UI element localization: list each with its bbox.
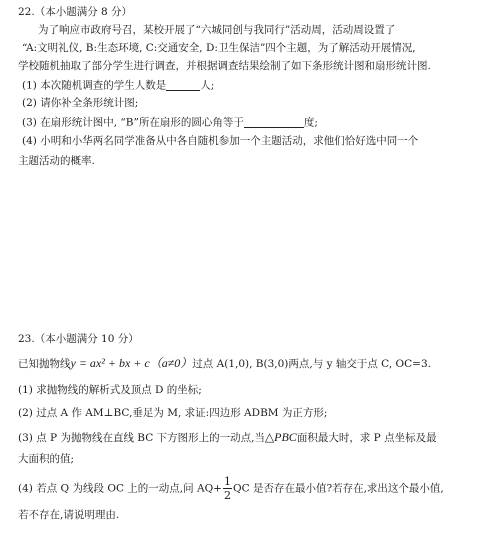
q23-part-4-text-b: QC 是否存在最小值?若存在,求出这个最小值, [232, 482, 444, 495]
q22-part-3 [22, 117, 318, 128]
q22-part-3-unit: 度; [303, 116, 318, 129]
q23-given [18, 357, 431, 370]
q22-intro-line-1: 为了响应市政府号召，某校开展了“六城同创与我同行”活动周，活动周设置了 [38, 24, 396, 36]
q23-part-2: (2) 过点 A 作 AM⊥BC,垂足为 M, 求证:四边形 ADBM 为正方形; [18, 407, 328, 419]
q23-part-4-line-1 [18, 476, 444, 501]
q23-given-text-a: 已知抛物线 [18, 358, 71, 370]
q22-part-4-line-2: 主题活动的概率. [18, 155, 95, 167]
fraction-numerator: 1 [223, 475, 231, 488]
answer-blank [166, 80, 200, 91]
q22-part-1 [22, 80, 214, 91]
q23-part-3-line-1 [18, 431, 437, 444]
q22-part-1-text: (1) 本次随机调查的学生人数是 [22, 79, 167, 92]
q22-part-1-unit: 人; [200, 79, 215, 92]
parabola-formula: y = ax² + bx + c（a≠0） [70, 356, 193, 370]
triangle-pbc: △PBC [264, 430, 297, 444]
q22-header: 22.（本小题满分 8 分） [18, 6, 133, 18]
q22-intro-line-2: “A:文明礼仪, B:生态环境, C:交通安全, D:卫生保洁”四个主题，为了解活动开展情况, [22, 42, 416, 54]
q23-part-4-line-2: 若不存在,请说明理由. [18, 509, 120, 521]
q23-part-3-line-2: 大面积的值; [18, 453, 75, 465]
fraction-denominator: 2 [223, 489, 231, 502]
q23-part-1: (1) 求抛物线的解析式及顶点 D 的坐标; [18, 384, 202, 396]
answer-blank [244, 117, 304, 128]
q22-part-4-line-1: (4) 小明和小华两名同学准备从中各自随机参加一个主题活动，求他们恰好选中同一个 [22, 135, 419, 147]
answer-space [20, 185, 460, 320]
q23-part-3-text-a: (3) 点 P 为抛物线在直线 BC 下方图形上的一动点,当 [18, 432, 265, 444]
q23-part-3-text-b: 面积最大时，求 P 点坐标及最 [296, 432, 437, 444]
fraction-one-half [223, 476, 232, 501]
q23-header: 23.（本小题满分 10 分） [18, 333, 139, 345]
q22-part-2: (2) 请你补全条形统计图; [22, 97, 139, 109]
q23-part-4-text-a: (4) 若点 Q 为线段 OC 上的一动点,问 AQ+ [18, 482, 222, 495]
q22-part-3-text: (3) 在扇形统计图中, “B”所在扇形的圆心角等于 [22, 116, 244, 129]
q23-given-text-b: 过点 A(1,0), B(3,0)两点,与 y 轴交于点 C, OC=3. [192, 358, 431, 370]
q22-intro-line-3: 学校随机抽取了部分学生进行调查，并根据调查结果绘制了如下条形统计图和扇形统计图. [18, 60, 431, 72]
